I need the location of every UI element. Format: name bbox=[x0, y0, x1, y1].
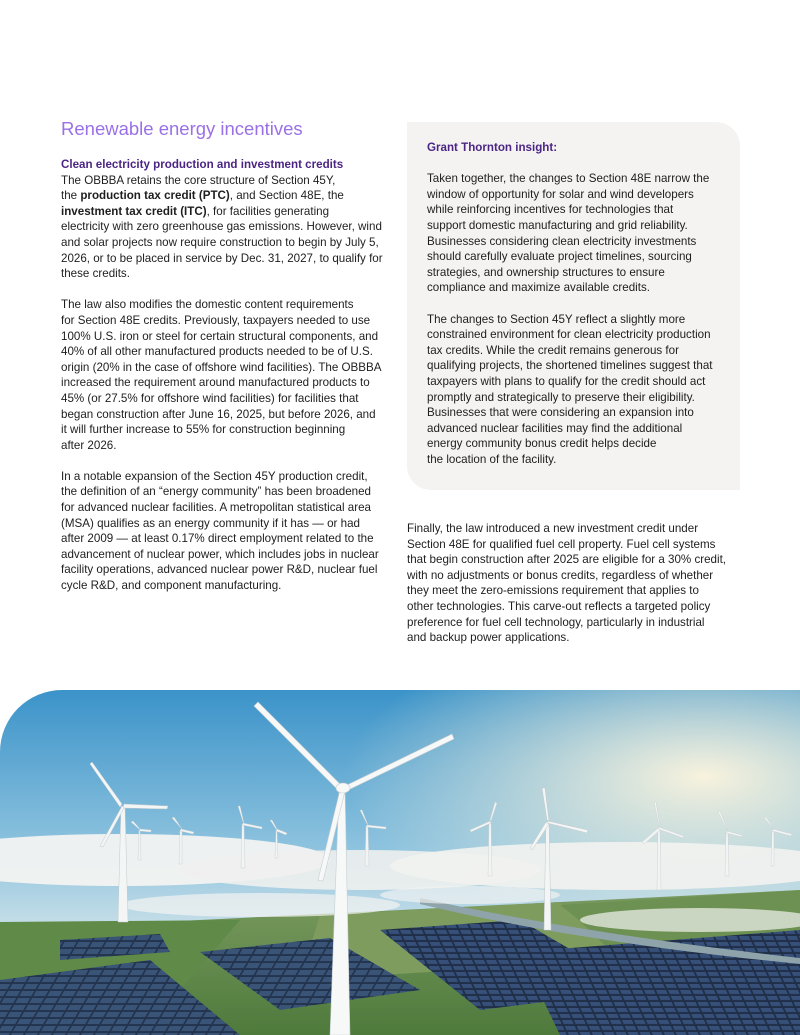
text-line: The changes to Section 45Y reflect a slightly more bbox=[427, 312, 686, 326]
text-line: strategies, and ownership structures to ensure bbox=[427, 265, 665, 279]
text-line: 100% U.S. iron or steel for certain structural components, and bbox=[61, 329, 379, 343]
text-line: for Section 48E credits. Previously, taxpayers needed to use bbox=[61, 313, 371, 327]
text-line: they meet the zero-emissions requirement that applies to bbox=[407, 584, 699, 598]
text-line: taxpayers with plans to qualify for the credit should act bbox=[427, 374, 706, 388]
left-column bbox=[61, 157, 389, 594]
wind-solar-farm-photo bbox=[0, 690, 800, 1035]
text-line: The OBBBA retains the core structure of Section 45Y, bbox=[61, 173, 336, 187]
text-line: advancement of nuclear power, which includes jobs in nuclear bbox=[61, 547, 379, 561]
text-line: advanced nuclear facilities may find the additional bbox=[427, 421, 683, 435]
text-line: 40% of all other manufactured products needed to be of U.S. bbox=[61, 345, 373, 359]
text-line: 45% (or 27.5% for offshore wind facilities) for facilities that bbox=[61, 391, 359, 405]
fuel-cell-paragraph-block bbox=[407, 521, 747, 646]
text-line: Businesses that were considering an expansion into bbox=[427, 406, 694, 420]
text-line: qualifying projects, the shortened timelines suggest that bbox=[427, 359, 713, 373]
subheading: Clean electricity production and investment credits bbox=[61, 158, 344, 171]
text-line: the production tax credit (PTC), and Section 48E, the bbox=[61, 189, 344, 203]
text-line: after 2009 — at least 0.17% direct employment related to the bbox=[61, 532, 374, 546]
insight-title: Grant Thornton insight: bbox=[427, 141, 558, 154]
insight-paragraph-2 bbox=[427, 312, 740, 468]
text-line: and solar projects now require construction to begin by July 5, bbox=[61, 235, 379, 249]
text-line: Section 48E for qualified fuel cell property. Fuel cell systems bbox=[407, 537, 716, 551]
text-line: Taken together, the changes to Section 48E narrow the bbox=[427, 172, 710, 186]
insight-paragraph-1 bbox=[427, 171, 740, 296]
text-line: the location of the facility. bbox=[427, 452, 557, 466]
text-line: should carefully evaluate project timelines, sourcing bbox=[427, 250, 692, 264]
text-line: and backup power applications. bbox=[407, 631, 570, 645]
text-line: that begin construction after 2025 are eligible for a 30% credit, bbox=[407, 553, 727, 567]
paragraph-2 bbox=[61, 297, 389, 453]
text-line: promptly and strategically to preserve their eligibility. bbox=[427, 390, 695, 404]
text-line: Finally, the law introduced a new investment credit under bbox=[407, 522, 699, 535]
fuel-cell-paragraph bbox=[407, 521, 747, 646]
text-line: 2026, or to be placed in service by Dec. 31, 2027, to qualify for bbox=[61, 251, 383, 265]
text-line: increased the requirement around manufactured products to bbox=[61, 376, 370, 390]
itc-term: investment tax credit (ITC) bbox=[61, 204, 207, 218]
text-line: (MSA) qualifies as an energy community if it has — or had bbox=[61, 516, 360, 530]
text-line: the definition of an “energy community” has been broadened bbox=[61, 485, 372, 499]
text-line: support domestic manufacturing and grid reliability. bbox=[427, 218, 688, 232]
text-line: investment tax credit (ITC), for facilities generating bbox=[61, 204, 330, 218]
text-line: In a notable expansion of the Section 45Y production credit, bbox=[61, 469, 368, 483]
text-line: with no adjustments or bonus credits, regardless of whether bbox=[407, 568, 714, 582]
paragraph-1 bbox=[61, 173, 389, 282]
text-line: other technologies. This carve-out reflects a targeted policy bbox=[407, 599, 711, 613]
text-line: began construction after June 16, 2025, but before 2026, and bbox=[61, 407, 376, 421]
text-line: tax credits. While the credit remains generous for bbox=[427, 343, 679, 357]
text-line: cycle R&D, and component manufacturing. bbox=[61, 579, 282, 593]
text-line: electricity with zero greenhouse gas emissions. However, wind bbox=[61, 220, 382, 234]
ptc-term: production tax credit (PTC) bbox=[80, 189, 230, 203]
text-line: origin (20% in the case of offshore wind facilities). The OBBBA bbox=[61, 360, 382, 374]
text-line: facility operations, advanced nuclear power R&D, nuclear fuel bbox=[61, 563, 378, 577]
text-line: for advanced nuclear facilities. A metropolitan statistical area bbox=[61, 501, 371, 515]
text-line: window of opportunity for solar and wind developers bbox=[427, 187, 694, 201]
text-line: compliance and maximize available credits. bbox=[427, 281, 650, 295]
text-line: after 2026. bbox=[61, 438, 117, 452]
text-line: energy community bonus credit helps decide bbox=[427, 437, 657, 451]
text-line: Businesses considering clean electricity investments bbox=[427, 234, 697, 248]
insight-callout-box bbox=[407, 122, 740, 490]
text-line: these credits. bbox=[61, 267, 130, 281]
text-line: constrained environment for clean electricity production bbox=[427, 328, 711, 342]
text-line: while reinforcing incentives for technologies that bbox=[427, 203, 674, 217]
text-line: preference for fuel cell technology, particularly in industrial bbox=[407, 615, 705, 629]
paragraph-3 bbox=[61, 469, 389, 594]
text-line: The law also modifies the domestic content requirements bbox=[61, 298, 354, 312]
text-line: it will further increase to 55% for construction beginning bbox=[61, 423, 346, 437]
section-title: Renewable energy incentives bbox=[61, 118, 303, 139]
